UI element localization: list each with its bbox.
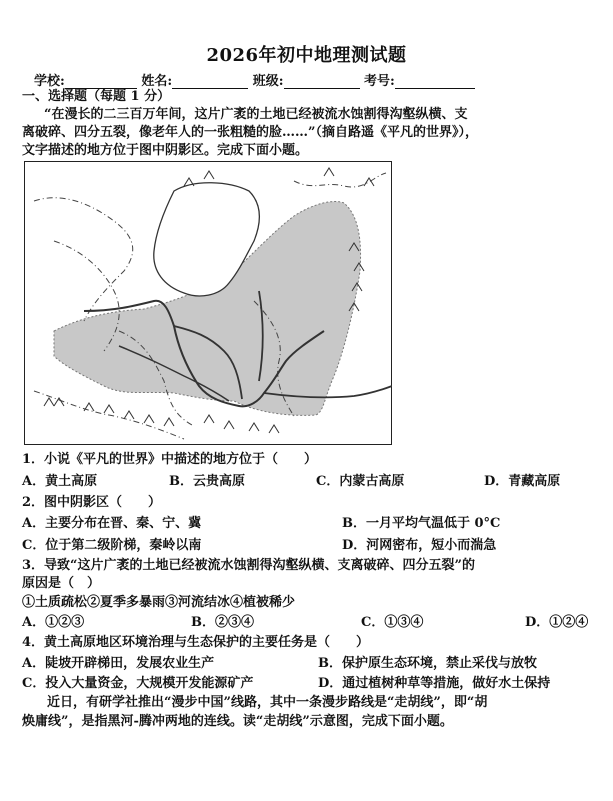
q2-option-c[interactable]: C．位于第二级阶梯，秦岭以南 [22,538,202,553]
q2-option-d[interactable]: D．河网密布，短小而湍急 [342,538,497,553]
exam-no-label: 考号: [364,74,395,89]
q3-option-a[interactable]: A．①②③ [22,615,85,630]
name-label: 姓名: [141,74,173,89]
question-2-stem: 2．图中阴影区（ ） [22,495,162,510]
class-blank[interactable] [284,75,360,89]
q2-option-b[interactable]: B．一月平均气温低于 0°C [342,516,501,531]
q1-option-a[interactable]: A．黄土高原 [22,474,98,489]
q1-option-b[interactable]: B．云贵高原 [169,474,245,489]
q1-option-d[interactable]: D．青藏高原 [484,474,561,489]
q4-option-c[interactable]: C．投入大量资金，大规模开发能源矿产 [22,676,254,691]
passage-line-1: “在漫长的二三百万年间，这片广袤的土地已经被流水蚀割得沟壑纵横、支 [44,107,468,122]
q2-option-a[interactable]: A．主要分布在晋、秦、宁、冀 [22,516,202,531]
section-heading: 一、选择题（每题 1 分） [22,89,171,104]
question-1-stem: 1．小说《平凡的世界》中描述的地方位于（ ） [22,452,318,467]
name-blank[interactable] [172,75,248,89]
q4-option-d[interactable]: D．通过植树种草等措施，做好水土保持 [318,676,551,691]
q1-option-c[interactable]: C．内蒙古高原 [316,474,405,489]
class-label: 班级: [252,74,284,89]
student-info-row [34,70,594,89]
q3-option-b[interactable]: B．②③④ [191,615,254,630]
question-4-stem: 4．黄土高原地区环境治理与生态保护的主要任务是（ ） [22,635,370,650]
exam-title: 2026年初中地理测试题 [206,45,407,66]
question-3-choices: ①土质疏松②夏季多暴雨③河流结冰④植被稀少 [22,595,296,610]
question-3-stem-line-2: 原因是（ ） [22,576,101,591]
passage-line-3: 文字描述的地方位于图中阴影区。完成下面小题。 [22,143,309,158]
q3-option-c[interactable]: C．①③④ [361,615,424,630]
loess-plateau-map [24,161,392,445]
passage-line-2: 离破碎、四分五裂，像老年人的一张粗糙的脸……”（摘自路遥《平凡的世界》）， [22,125,478,140]
school-blank[interactable] [65,75,137,89]
q3-option-d[interactable]: D．①②④ [525,615,589,630]
question-3-stem-line-1: 3．导致“这片广袤的土地已经被流水蚀割得沟壑纵横、支离破碎、四分五裂”的 [22,558,476,573]
school-label: 学校: [34,74,65,89]
q4-option-b[interactable]: B．保护原生态环境，禁止采伐与放牧 [318,656,537,671]
q4-option-a[interactable]: A．陡坡开辟梯田，发展农业生产 [22,656,215,671]
next-passage-line-1: 近日，有研学社推出“漫步中国”线路，其中一条漫步路线是“走胡线”，即“胡 [47,695,488,710]
exam-no-blank[interactable] [395,75,475,89]
next-passage-line-2: 焕庸线”，是指黑河-腾冲两地的连线。读“走胡线”示意图，完成下面小题。 [22,714,453,729]
